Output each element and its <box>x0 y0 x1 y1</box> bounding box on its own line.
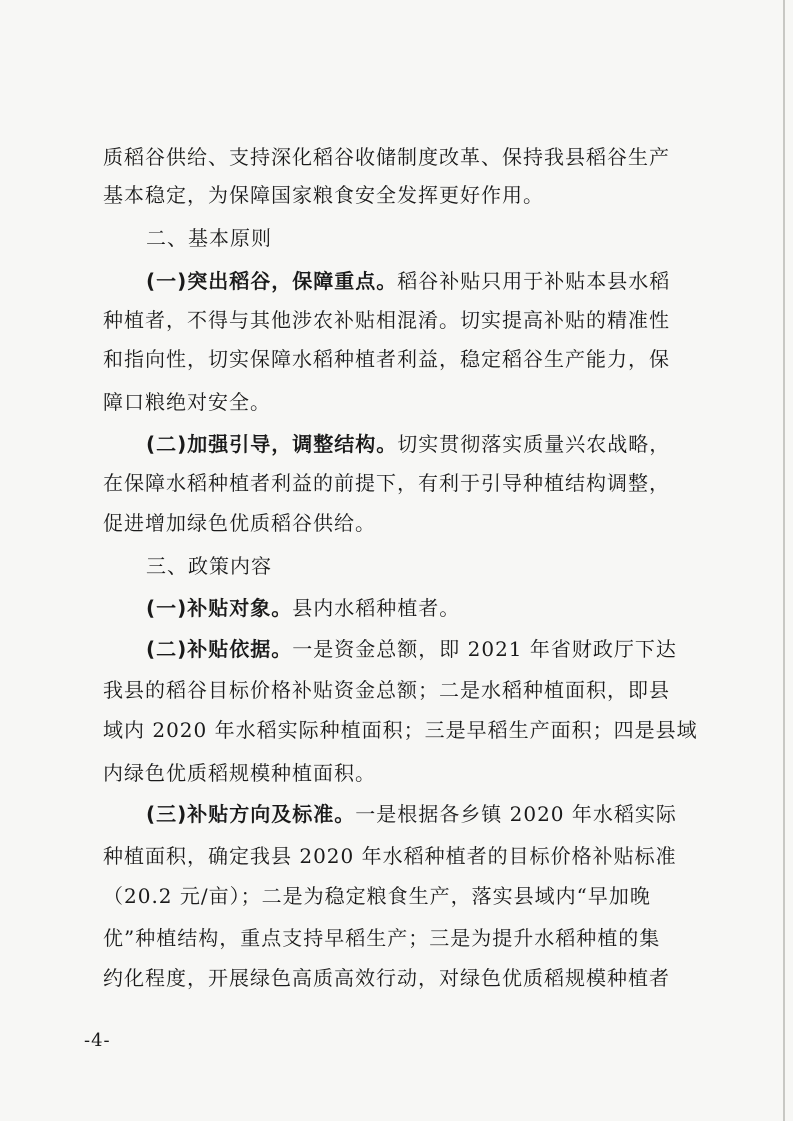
paragraph-line: (一)突出稻谷，保障重点。稻谷补贴只用于补贴本县水稻 <box>146 269 671 293</box>
page-number: -4- <box>84 1030 111 1051</box>
item-heading: (二)补贴依据。 <box>146 637 293 661</box>
paragraph-line: 促进增加绿色优质稻谷供给。 <box>103 511 376 535</box>
paragraph-line: (一)补贴对象。县内水稻种植者。 <box>146 596 461 620</box>
item-heading: (三)补贴方向及标准。 <box>146 802 356 826</box>
section-heading: 三、政策内容 <box>146 554 272 578</box>
paragraph-line: 域内 2020 年水稻实际种植面积；三是早稻生产面积；四是县域 <box>103 718 698 742</box>
paragraph-line: 我县的稻谷目标价格补贴资金总额；二是水稻种植面积，即县 <box>103 678 670 702</box>
paragraph-line: (二)加强引导，调整结构。切实贯彻落实质量兴农战略， <box>146 432 671 456</box>
paragraph-line: (二)补贴依据。一是资金总额，即 2021 年省财政厅下达 <box>146 637 677 661</box>
paragraph-line: 内绿色优质稻规模种植面积。 <box>103 761 376 785</box>
paragraph-line: 在保障水稻种植者利益的前提下，有利于引导种植结构调整， <box>103 471 670 495</box>
paragraph-line: 和指向性，切实保障水稻种植者利益，稳定稻谷生产能力，保 <box>103 347 670 371</box>
paragraph-line: 基本稳定，为保障国家粮食安全发挥更好作用。 <box>103 183 544 207</box>
paragraph-line: 障口粮绝对安全。 <box>103 390 271 414</box>
item-heading: (一)补贴对象。 <box>146 596 293 620</box>
paragraph-line: 优”种植结构，重点支持早稻生产；三是为提升水稻种植的集 <box>103 926 661 950</box>
paragraph-line: (三)补贴方向及标准。一是根据各乡镇 2020 年水稻实际 <box>146 802 677 826</box>
item-heading: (一)突出稻谷，保障重点。 <box>146 269 398 293</box>
paragraph-line: 种植面积，确定我县 2020 年水稻种植者的目标价格补贴标准 <box>103 844 677 868</box>
paragraph-line: 质稻谷供给、支持深化稻谷收储制度改革、保持我县稻谷生产 <box>103 145 670 169</box>
paragraph-line: （20.2 元/亩）；二是为稳定粮食生产，落实县域内“早加晚 <box>103 884 651 908</box>
page-edge <box>783 0 785 1121</box>
paragraph-line: 种植者，不得与其他涉农补贴相混淆。切实提高补贴的精准性 <box>103 308 670 332</box>
item-heading: (二)加强引导，调整结构。 <box>146 432 398 456</box>
paragraph-line: 约化程度，开展绿色高质高效行动，对绿色优质稻规模种植者 <box>103 966 670 990</box>
section-heading: 二、基本原则 <box>146 226 272 250</box>
